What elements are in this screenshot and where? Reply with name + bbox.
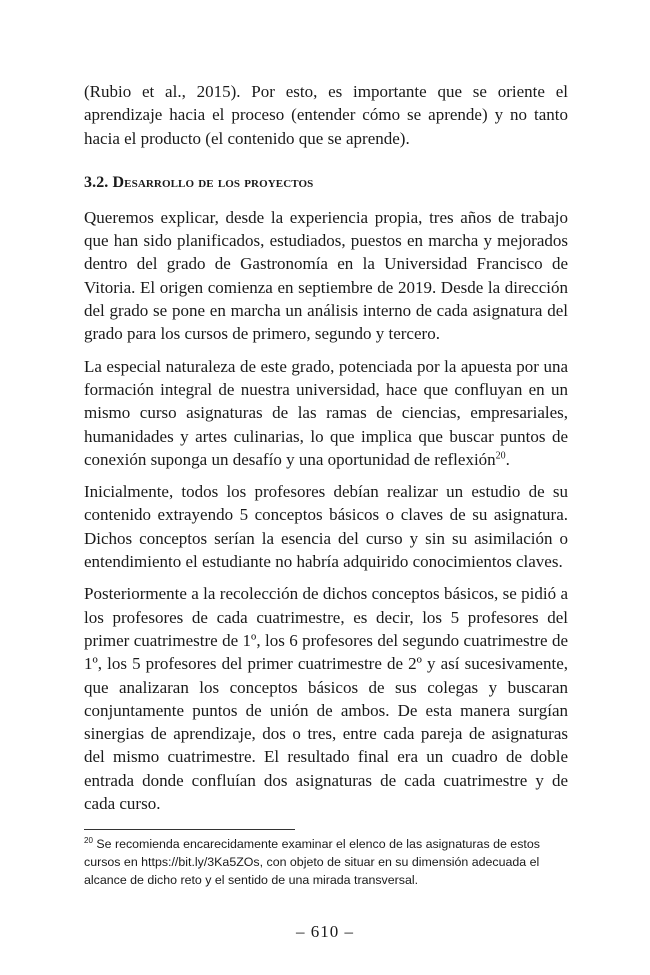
paragraph-3: Inicialmente, todos los profesores debían realizar un estudio de su contenido extrayendo 5 conceptos básicos o claves de su asignatura. Dichos conceptos serían la esencia del curso y sin su asimilación o entendimiento el estudiante no habría adquirido conocimientos claves. bbox=[84, 482, 568, 572]
section-title-rest: esarrollo de los proyectos bbox=[124, 173, 314, 191]
paragraph-2-text: La especial naturaleza de este grado, potenciada por la apuesta por una formación integral de nuestra universidad, hace que confluyan en un mismo curso asignaturas de las ramas de ciencias, empresariales, humanidades y artes culinarias, lo que implica que buscar puntos de conexión suponga un desafío y una oportunidad de reflexión bbox=[84, 356, 568, 469]
intro-paragraph: (Rubio et al., 2015). Por esto, es importante que se oriente el aprendizaje hacia el proceso (entender cómo se aprende) y no tanto hacia el producto (el contenido que se aprende). bbox=[84, 82, 568, 148]
page-body bbox=[84, 80, 568, 815]
footnote-text: Se recomienda encarecidamente examinar el elenco de las asignaturas de estos cursos en https://bit.ly/3Ka5ZOs, con objeto de situar en su dimensión adecuada el alcance de dicho reto y el sentido de una mirada transversal. bbox=[84, 837, 540, 887]
paragraph-2-period: . bbox=[505, 449, 510, 469]
section-title-initial: D bbox=[112, 173, 125, 191]
section-number: 3.2. bbox=[84, 173, 109, 191]
page-number: – 610 – bbox=[296, 922, 354, 941]
footnote bbox=[84, 836, 568, 889]
footnote-marker: 20 bbox=[84, 835, 93, 845]
paragraph-4: Posteriormente a la recolección de dichos conceptos básicos, se pidió a los profesores de cada cuatrimestre, es decir, los 5 profesores del primer cuatrimestre de 1º, los 6 profesores del segundo cuatrimestre de 1º, los 5 profesores del primer cuatrimestre de 2º y así sucesivamente, que analizaran los conceptos básicos de sus colegas y buscaran conjuntamente puntos de unión de ambos. De esta manera surgían sinergias de aprendizaje, dos o tres, entre cada pareja de asignaturas del mismo cuatrimestre. El resultado final era un cuadro de doble entrada donde confluían dos asignaturas de cada cuatrimestre y de cada curso. bbox=[84, 584, 568, 814]
paragraph-2 bbox=[84, 355, 568, 471]
footnote-reference[interactable]: 20 bbox=[495, 450, 506, 462]
paragraph-1: Queremos explicar, desde la experiencia propia, tres años de trabajo que han sido planificados, estudiados, puestos en marcha y mejorados dentro del grado de Gastronomía en la Universidad Francisco de Vitoria. El origen comienza en septiembre de 2019. Desde la dirección del grado se pone en marcha un análisis interno de cada asignatura del grado para los cursos de primero, segundo y tercero. bbox=[84, 207, 568, 344]
section-heading bbox=[84, 172, 568, 194]
footnote-divider bbox=[84, 829, 295, 830]
